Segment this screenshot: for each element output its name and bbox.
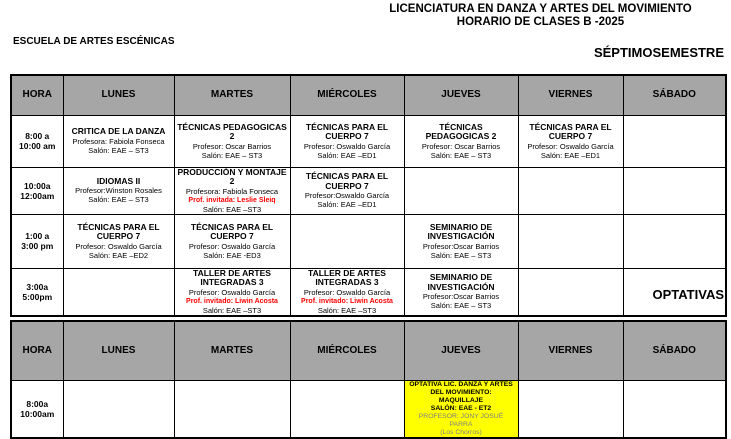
course-detail-text: Profesor:Oswaldo García [304,191,390,200]
time-text: 10:00am [20,408,55,419]
time-cell [11,115,63,167]
column-header-viernes: VIERNES [518,321,623,380]
course-detail-text: Profesor: Oscar Barrios [192,141,272,151]
course-detail-text: (Los Chorros) [440,428,482,436]
course-detail-text: Salón: EAE – ST3 [201,150,263,160]
course-title-text: TALLER DE ARTES INTEGRADAS 3 [308,267,386,287]
course-detail-text: Salón: EAE –ST3 [317,305,377,315]
class-cell [404,214,518,268]
column-header-sabado: SÁBADO [623,75,726,115]
course-title-text: TÉCNICAS PARA EL CUERPO 7 [305,171,389,191]
course-detail-text: Salón: EAE –ED1 [317,150,377,160]
class-cell [63,167,174,214]
course-detail-text: Profesor: Oswaldo García [188,287,276,297]
optativas-title: OPTATIVAS [652,287,724,302]
course-title-text: PRODUCCIÓN Y MONTAJE 2 [177,166,287,186]
column-header-lunes: LUNES [63,75,174,115]
document-title [350,3,731,29]
course-detail-text: Profesor: Oswaldo García [527,141,614,151]
column-header-miercoles: MIÉRCOLES [290,75,404,115]
course-detail-text: Profesora: Fabiola Fonseca [72,136,165,146]
schedule-table-optativas [10,320,727,439]
course-detail-text: Profesor: Oswaldo García [75,241,162,251]
course-detail-text: Profesor:Winston Rosales [75,186,162,196]
empty-cell [623,167,726,214]
column-header-martes: MARTES [174,75,290,115]
course-detail-text: Salón: EAE –ST3 [202,204,262,214]
empty-cell [63,268,174,316]
schedule-row [11,167,726,214]
empty-cell [623,214,726,268]
schedule-table-septimo [10,74,727,317]
empty-cell [518,167,623,214]
course-detail-text: Salón: EAE – ST3 [430,150,492,160]
course-title-text: IDIOMAS II [96,175,141,186]
course-title-text: TÉCNICAS PARA EL CUERPO 7 [529,121,612,141]
document-title-line1: LICENCIATURA EN DANZA Y ARTES DEL MOVIMIENTO [389,3,692,15]
course-title-text: MAQUILLAJE [438,396,484,404]
empty-cell [623,380,726,438]
empty-cell [623,115,726,167]
time-text: 8:00a [26,398,49,409]
course-title-text: CRITICA DE LA DANZA [71,126,166,137]
course-detail-text: Salón: EAE – ST3 [430,250,492,260]
column-header-viernes: VIERNES [518,75,623,115]
column-header-hora: HORA [11,75,63,115]
class-cell [63,115,174,167]
course-title-text: SEMINARIO DE INVESTIGACIÓN [427,221,495,241]
course-detail-text: Profesor:Oscar Barrios [422,241,500,251]
course-detail-text: Salón: EAE – ST3 [88,145,149,155]
table-header-row [11,75,726,115]
course-detail-text: Salón: EAE –ED1 [317,200,377,209]
class-cell [404,115,518,167]
guest-professor-text: Prof. invitado: Liwin Acosta [301,297,393,305]
course-title-text: OPTATIVA LIC. DANZA Y ARTES DEL MOVIMIENTO: [409,380,513,396]
course-title-text: TÉCNICAS PARA EL CUERPO 7 [190,221,274,241]
schedule-row [11,268,726,316]
class-cell [290,115,404,167]
course-title-text: TÉCNICAS PARA EL CUERPO 7 [305,121,389,141]
time-text: 3:00 pm [21,241,54,251]
course-detail-text: PROFESOR: JONY JOSUÉ PARRA [418,412,504,428]
empty-cell [518,268,623,316]
course-detail-text: Profesor: Oswaldo García [188,241,276,251]
course-title-text: TÉCNICAS PARA EL CUERPO 7 [77,221,160,241]
class-cell [290,268,404,316]
course-detail-text: Profesor: Oswaldo García [303,287,391,297]
class-cell [174,167,290,214]
course-detail-text: Salón: EAE –ST3 [202,305,262,315]
empty-cell [518,380,623,438]
course-title-text: TÉCNICAS PEDAGOGICAS 2 [425,121,497,141]
empty-cell [63,380,174,438]
column-header-jueves: JUEVES [404,75,518,115]
course-title-text: TÉCNICAS PEDAGOGICAS 2 [177,121,287,141]
empty-cell [404,167,518,214]
column-header-martes: MARTES [174,321,290,380]
class-cell [404,380,518,438]
time-text: 1:00 a [25,231,50,241]
guest-professor-text: Prof. invitada: Leslie Sleiq [188,196,276,204]
class-cell [174,214,290,268]
course-detail-text: Profesor: Oswaldo García [303,141,391,151]
time-text: 5:00pm [22,291,53,302]
schedule-row [11,115,726,167]
column-header-miercoles: MIÉRCOLES [290,321,404,380]
empty-cell [290,380,404,438]
time-text: 10:00a [24,180,51,191]
time-text: 3:00a [26,281,49,292]
empty-cell [174,380,290,438]
course-detail-text: Profesora: Fabiola Fonseca [185,186,279,196]
course-detail-text: Profesor: Oscar Barrios [421,141,501,151]
column-header-sabado: SÁBADO [623,321,726,380]
course-detail-text: Salón: EAE – ST3 [88,195,149,205]
time-cell [11,167,63,214]
school-name: ESCUELA DE ARTES ESCÉNICAS [13,36,175,47]
schedule-row [11,214,726,268]
class-cell [290,167,404,214]
column-header-jueves: JUEVES [404,321,518,380]
guest-professor-text: Prof. invitado: Liwin Acosta [186,297,278,305]
schedule-row [11,380,726,438]
class-cell [63,214,174,268]
course-detail-text: Salón: EAE –ED2 [88,250,149,260]
column-header-lunes: LUNES [63,321,174,380]
empty-cell [290,214,404,268]
time-text: 8:00 a [25,131,50,141]
column-header-hora: HORA [11,321,63,380]
class-cell [404,268,518,316]
course-title-text: TALLER DE ARTES INTEGRADAS 3 [193,267,271,287]
semester-title: SÉPTIMOSEMESTRE [593,45,724,60]
time-cell [11,380,63,438]
table-header-row [11,321,726,380]
time-cell [11,214,63,268]
time-text: 12:00am [20,190,55,201]
class-cell [174,268,290,316]
class-cell [518,115,623,167]
course-detail-text: Salón: EAE –ED1 [540,150,601,160]
course-detail-text: Salón: EAE -ED3 [203,250,261,260]
time-text: 10:00 am [19,141,56,151]
course-detail-text: Salón: EAE – ST3 [430,301,492,310]
document-title-line2: HORARIO DE CLASES B -2025 [456,16,625,28]
empty-cell [518,214,623,268]
class-cell [174,115,290,167]
course-title-text: SALÓN: EAE - ET2 [430,404,492,412]
course-title-text: SEMINARIO DE INVESTIGACIÓN [427,272,495,292]
time-cell [11,268,63,316]
course-detail-text: Profesor:Oscar Barrios [422,292,500,301]
